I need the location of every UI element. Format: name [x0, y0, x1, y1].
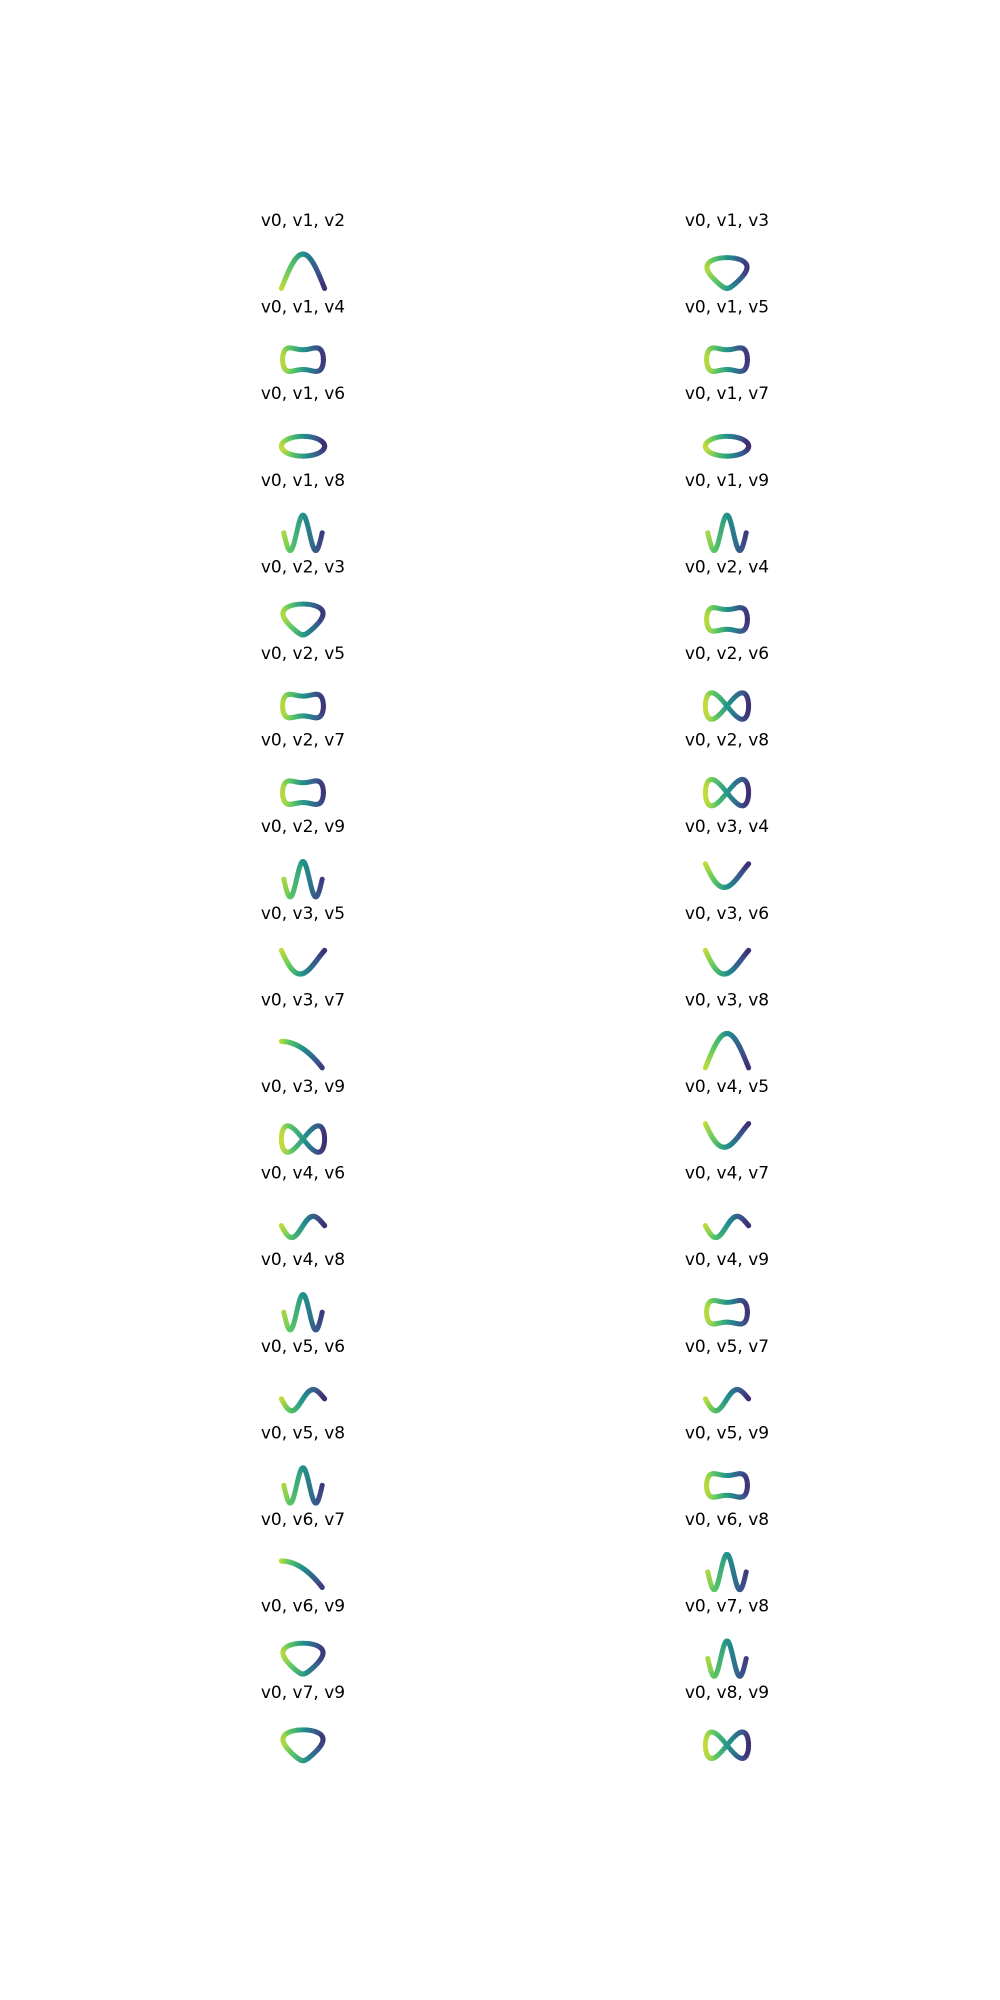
subplot-title: v0, v7, v9: [260, 1683, 346, 1704]
subplot-title: v0, v6, v7: [260, 1510, 346, 1530]
scatter-point: [321, 357, 326, 362]
subplot-title: v0, v2, v6: [684, 644, 770, 664]
scatter-point: [318, 1656, 323, 1661]
subplot-title: v0, v2, v3: [260, 557, 346, 578]
subplot-title: v0, v4, v9: [684, 1250, 770, 1271]
subplot-29: [261, 1423, 345, 1505]
subplot-title: v0, v2, v9: [260, 817, 346, 838]
subplot-title: v0, v2, v8: [684, 730, 770, 751]
scatter-point: [746, 1121, 751, 1126]
subplot-title: v0, v1, v6: [260, 384, 346, 405]
scatter-point: [322, 286, 327, 291]
subplot-14: [685, 731, 769, 809]
subplot-8: [685, 471, 769, 553]
subplot-9: [261, 557, 345, 637]
scatter-point: [321, 790, 326, 795]
subplot-19: [261, 990, 345, 1070]
scatter-point: [745, 1310, 750, 1315]
subplot-22: [685, 1077, 769, 1150]
scatter-point: [321, 703, 326, 708]
subplot-35: [261, 1683, 345, 1763]
scatter-point: [746, 1223, 751, 1228]
subplot-title: v0, v2, v4: [684, 557, 770, 578]
scatter-point: [746, 861, 751, 866]
subplot-7: [261, 471, 345, 553]
subplot-2: [685, 211, 769, 291]
subplot-3: [261, 298, 345, 374]
scatter-point: [322, 444, 327, 449]
scatter-point: [742, 270, 747, 275]
subplot-title: v0, v5, v6: [260, 1336, 346, 1357]
subplot-13: [261, 731, 345, 807]
subplot-title: v0, v2, v5: [260, 644, 346, 664]
subplot-26: [685, 1250, 769, 1326]
subplot-title: v0, v6, v8: [684, 1510, 770, 1530]
scatter-point: [320, 1065, 325, 1070]
scatter-point: [320, 1310, 325, 1315]
scatter-point: [318, 1743, 323, 1748]
subplot-33: [261, 1597, 345, 1677]
subplot-title: v0, v3, v5: [260, 903, 346, 924]
subplot-31: [261, 1510, 345, 1590]
subplot-36: [685, 1683, 769, 1761]
scatter-point: [746, 1396, 751, 1401]
scatter-point: [322, 1396, 327, 1401]
subplot-6: [685, 384, 769, 459]
subplot-25: [261, 1250, 345, 1332]
subplot-title: v0, v3, v9: [260, 1077, 346, 1097]
subplot-16: [685, 817, 769, 890]
scatter-point: [322, 948, 327, 953]
subplot-5: [261, 384, 345, 459]
scatter-point: [745, 617, 750, 622]
subplot-12: [685, 644, 769, 722]
subplot-title: v0, v4, v7: [684, 1163, 770, 1184]
subplot-18: [685, 904, 769, 977]
subplot-title: v0, v3, v7: [260, 990, 346, 1011]
scatter-point: [745, 1483, 750, 1488]
subplot-title: v0, v1, v3: [684, 211, 770, 231]
scatter-point: [318, 617, 323, 622]
subplot-11: [261, 644, 345, 720]
scatter-point: [724, 790, 729, 795]
scatter-point: [320, 1483, 325, 1488]
subplot-title: v0, v1, v5: [684, 297, 770, 318]
subplot-34: [685, 1597, 769, 1679]
scatter-point: [724, 703, 729, 708]
scatter-point: [724, 1743, 729, 1748]
subplot-title: v0, v3, v8: [684, 990, 770, 1011]
subplot-32: [685, 1510, 769, 1592]
subplot-1: [261, 211, 345, 291]
subplot-title: v0, v1, v9: [684, 470, 770, 491]
subplot-27: [261, 1337, 345, 1413]
scatter-point: [746, 948, 751, 953]
subplot-title: v0, v4, v6: [260, 1163, 346, 1184]
subplot-title: v0, v2, v7: [260, 730, 346, 751]
subplot-title: v0, v8, v9: [684, 1683, 770, 1704]
subplot-title: v0, v3, v4: [684, 817, 770, 838]
subplot-title: v0, v1, v2: [260, 211, 346, 231]
scatter-point: [322, 1223, 327, 1228]
subplot-title: v0, v1, v4: [260, 297, 346, 318]
subplot-title: v0, v6, v9: [260, 1596, 346, 1617]
subplot-20: [685, 990, 769, 1070]
subplot-title: v0, v7, v8: [684, 1596, 770, 1617]
subplot-23: [261, 1164, 345, 1241]
scatter-point: [320, 1585, 325, 1590]
subplot-21: [261, 1077, 345, 1155]
subplot-17: [261, 904, 345, 977]
subplot-title: v0, v1, v8: [260, 470, 346, 491]
subplot-title: v0, v4, v8: [260, 1250, 346, 1271]
scatter-point: [744, 530, 749, 535]
scatter-point: [320, 530, 325, 535]
subplot-title: v0, v5, v9: [684, 1423, 770, 1444]
subplot-title: v0, v1, v7: [684, 384, 770, 405]
scatter-point: [320, 877, 325, 882]
subplot-10: [685, 557, 769, 633]
subplot-4: [685, 298, 769, 374]
scatter-point: [300, 1136, 305, 1141]
subplot-28: [685, 1337, 769, 1413]
scatter-point: [744, 1569, 749, 1574]
scatter-point: [746, 444, 751, 449]
subplot-30: [685, 1423, 769, 1499]
scatter-point: [746, 1065, 751, 1070]
subplot-title: v0, v4, v5: [684, 1077, 770, 1097]
scatter-point: [745, 357, 750, 362]
subplot-24: [685, 1164, 769, 1241]
subplot-title: v0, v5, v7: [684, 1336, 770, 1357]
subplot-title: v0, v3, v6: [684, 903, 770, 924]
subplot-title: v0, v5, v8: [260, 1423, 346, 1444]
scatter-point: [744, 1656, 749, 1661]
subplot-15: [261, 817, 345, 899]
